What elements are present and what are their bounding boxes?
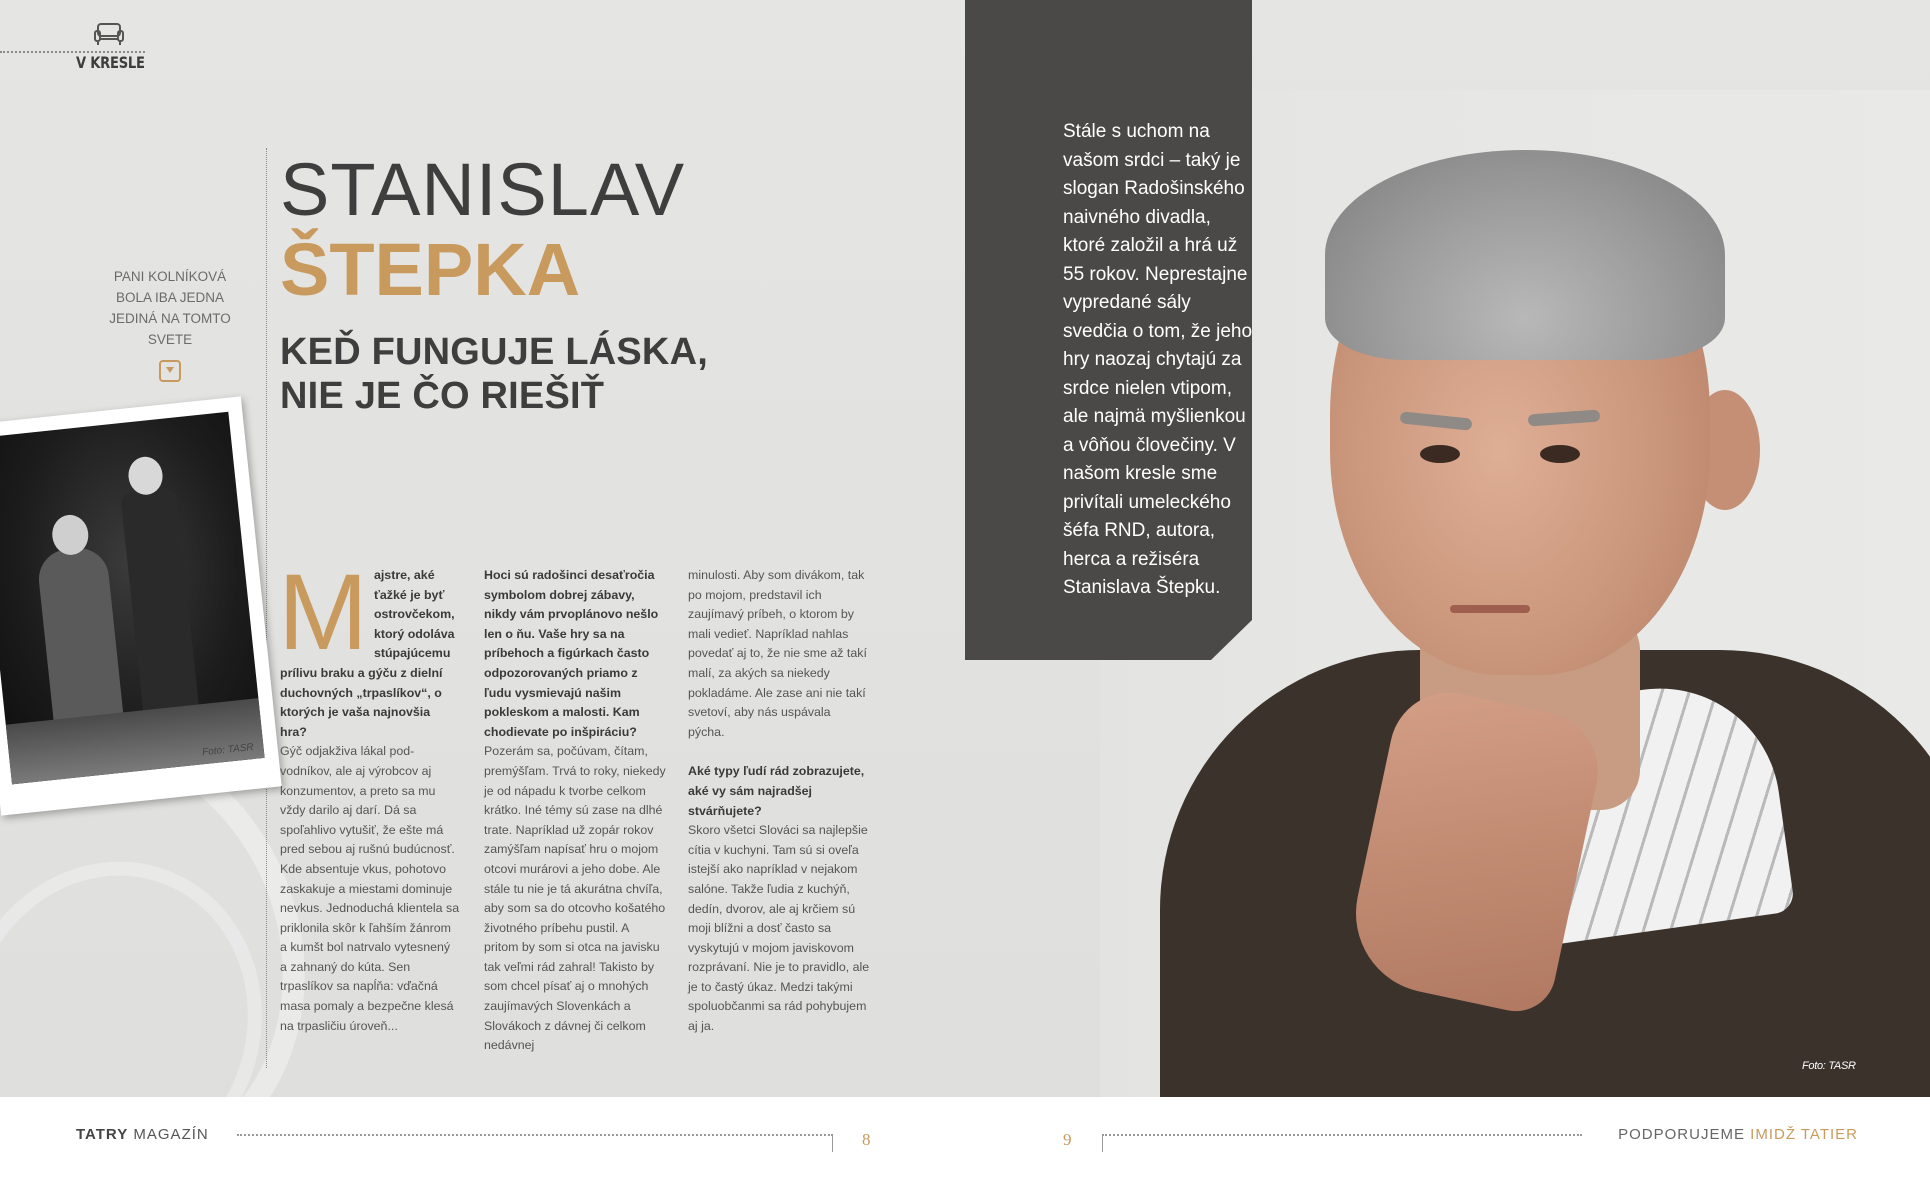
page-number-right: 9 [1063,1130,1072,1149]
footer [0,1097,1930,1190]
answer-2-continued: minulosti. Aby som divákom, tak po mojom, predstavil ich zaujímavý príbeh, o ktorom by mali vedieť. Napríklad nahlas povedať aj to, že nie sme až takí malí, za akých sa niekedy pokladáme. Ale zase ani nie takí svetoví, aby nás uspávala pýcha. [688,568,867,739]
column-divider [266,148,267,1068]
question-1: ajstre, aké ťažké je byť ostrovčekom, ktorý odoláva stúpajúcemu prílivu braku a gýču z dielní duchovných „trpaslíkov“, o ktorých je vaša najnovšia hra? [280,568,455,739]
stage-photo [0,396,282,815]
question-3: Aké typy ľudí rád zobrazujete, aké vy sám najradšej stvárňujete? [688,764,865,818]
footer-dotted-rule-left [237,1134,833,1136]
pull-quote: PANI KOLNÍKOVÁ BOLA IBA JEDNA JEDINÁ NA TOMTO SVETE [109,269,231,347]
footer-dotted-rule-right [1102,1134,1582,1136]
stage-photo-image [0,412,265,785]
answer-1: Gýč odjakživa lákal podvodníkov, ale aj výrobcov aj konzumentov, a preto sa mu vždy darilo aj darí. Dá sa spoľahlivo vytušiť, že ešte má pred sebou aj rušnú budúcnosť. Kde absentuje vkus, pohotovo zaskakuje a miestami dominuje nevkus. Jednoduchá klientela sa priklonila skôr k ľahším žánrom a kumšt bol natrvalo vytesnený a zahnaný do kúta. Sen trpaslíkov sa napĺňa: vďačná masa pomaly a bezpečne klesá na trpasličiu úroveň... [280,744,460,1033]
footer-slogan-accent: IMIDŽ TATIER [1750,1126,1858,1143]
question-2: Hoci sú radošinci desaťročia symbolom dobrej zábavy, nikdy vám prvoplánovo nešlo len o ňu. Vaše hry sa na príbehoch a figúrkach často odpozorovaných priamo z ľudu vysmievajú našim pokleskom a malosti. Kam chodievate po inšpiráciu? [484,568,659,739]
headline-surname: ŠTEPKA [280,228,581,311]
subheadline-line-1: KEĎ FUNGUJE LÁSKA, [280,331,708,373]
page-number-left: 8 [862,1130,871,1149]
body-column-2 [484,566,666,1056]
portrait-eye-left [1420,445,1460,463]
intro-text: Stále s uchom na vašom srdci – taký je slogan Radošinského naivného divadla, ktoré založil a hrá už 55 rokov. Neprestajne vypredané sály svedčia o tom, že jeho hry naozaj chytajú za srdce nielen vtipom, ale najmä myšlienkou a vôňou človečiny. V našom kresle sme privítali umeleckého šéfa RND, autora, herca a režiséra Stanislava Štepku. [1063,121,1253,598]
headline-name: STANISLAV [280,148,686,231]
footer-rule-end-left [832,1134,833,1152]
footer-slogan-light: PODPORUJEME [1618,1126,1745,1143]
footer-brand-suffix: MAGAZÍN [133,1126,209,1143]
drop-cap: M [278,551,368,672]
footer-rule-end-right [1102,1134,1103,1152]
portrait-mouth [1450,605,1530,613]
body-column-1 [278,551,460,1036]
footer-slogan [1618,1126,1858,1143]
portrait-credit: Foto: TASR [1802,1060,1856,1072]
armchair-icon [94,22,124,46]
subheadline-line-2: NIE JE ČO RIEŠIŤ [280,375,605,417]
portrait-hair [1325,150,1725,360]
footer-brand: TATRY [76,1126,129,1143]
answer-3: Skoro všetci Slováci sa najlepšie cítia v kuchyni. Tam sú si oveľa istejší ako napríklad v nejakom salóne. Takže ľudia z kuchýň, dedín, dvorov, ale aj krčiem sú moji blížni a dosť často sa vyskytujú v mojom javiskovom rozprávaní. Nie je to pravidlo, ale je to častý úkaz. Medzi takými spoluobčanmi sa rád pohybujem aj ja. [688,823,870,1034]
subheadline [280,330,708,418]
footer-magazine-name [76,1126,209,1143]
section-label: V KRESLE [76,53,145,72]
photo-credit: Foto: TASR [201,741,255,759]
stage-floor [6,698,265,784]
answer-2: Pozerám sa, počúvam, čítam, premýšľam. Trvá to roky, niekedy je od nápadu k tvorbe celkom krátko. Iné témy sú zase na dlhé trate. Napríklad už zopár rokov zamýšľam napísať hru o mojom otcovi murárovi a jeho dobe. Ale stále tu nie je tá akurátna chvíľa, aby som sa do otcovho košatého životného príbehu pustil. A pritom by som si otca na javisku tak veľmi rád zahral! Takisto by som chcel písať aj o mnohých zaujímavých Slovenkách a Slovákoch z dávnej či celkom nedávnej [484,744,666,1053]
arrow-down-box-icon [159,360,181,382]
actor-figure-right [120,488,202,742]
body-column-3 [688,566,870,1037]
actor-figure-left [36,545,124,731]
portrait-eye-right [1540,445,1580,463]
